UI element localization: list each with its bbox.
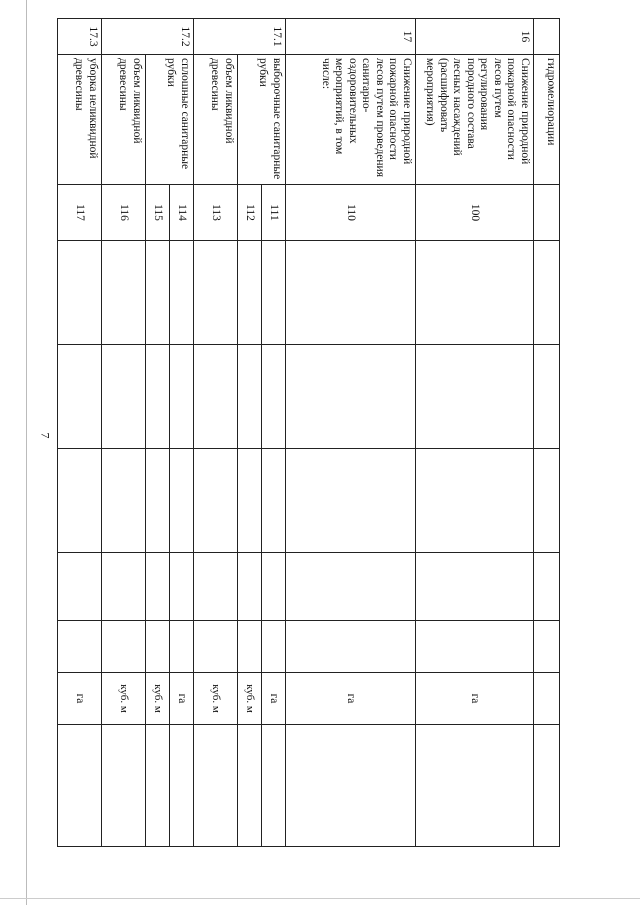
unit (534, 673, 560, 725)
value-cell (238, 345, 262, 449)
measure-name: Снижение природной пожарной опасности лесов путем регулирования породного состава лесных насаждений (расшифровать мероприятия) (416, 55, 534, 185)
measure-name: Снижение природной пожарной опасности лесов путем проведения санитарно-оздоровительных мероприятий, в том числе: (286, 55, 416, 185)
value-cell (58, 725, 102, 847)
table-row (194, 19, 238, 847)
unit: га (286, 673, 416, 725)
row-code: 116 (102, 185, 146, 241)
value-cell (286, 345, 416, 449)
value-cell (534, 345, 560, 449)
value-cell (170, 621, 194, 673)
value-cell (146, 345, 170, 449)
row-code: 113 (194, 185, 238, 241)
value-cell (58, 553, 102, 621)
value-cell (194, 345, 238, 449)
row-code: 100 (416, 185, 534, 241)
unit: га (170, 673, 194, 725)
table-row (102, 19, 146, 847)
scan-edge-mark (0, 898, 640, 899)
row-code: 117 (58, 185, 102, 241)
table-row (58, 19, 102, 847)
table-row (262, 19, 286, 847)
unit: га (262, 673, 286, 725)
row-number: 17.2 (102, 19, 194, 55)
value-cell (194, 241, 238, 345)
value-cell (146, 553, 170, 621)
value-cell (238, 621, 262, 673)
value-cell (262, 241, 286, 345)
table-row (416, 19, 534, 847)
value-cell (102, 725, 146, 847)
value-cell (238, 241, 262, 345)
unit: куб. м (146, 673, 170, 725)
value-cell (170, 725, 194, 847)
value-cell (102, 449, 146, 553)
table-row (534, 19, 560, 847)
value-cell (146, 449, 170, 553)
value-cell (534, 553, 560, 621)
table-body (58, 19, 560, 847)
value-cell (416, 345, 534, 449)
measure-name: выборочные санитарные рубки (238, 55, 286, 185)
value-cell (146, 241, 170, 345)
value-cell (534, 621, 560, 673)
value-cell (146, 621, 170, 673)
value-cell (194, 621, 238, 673)
value-cell (170, 345, 194, 449)
measure-name: объем ликвидной древесины (102, 55, 146, 185)
value-cell (416, 553, 534, 621)
value-cell (194, 449, 238, 553)
row-code: 111 (262, 185, 286, 241)
page-number: 7 (38, 432, 53, 439)
rotated-table-wrapper (58, 18, 560, 846)
value-cell (102, 621, 146, 673)
value-cell (102, 553, 146, 621)
row-code: 110 (286, 185, 416, 241)
value-cell (170, 241, 194, 345)
measure-name: сплошные санитарные рубки (146, 55, 194, 185)
table-row (286, 19, 416, 847)
value-cell (262, 449, 286, 553)
value-cell (58, 345, 102, 449)
table-row (170, 19, 194, 847)
row-number: 17.1 (194, 19, 286, 55)
value-cell (262, 345, 286, 449)
value-cell (416, 621, 534, 673)
value-cell (262, 621, 286, 673)
value-cell (238, 449, 262, 553)
value-cell (58, 621, 102, 673)
measure-name: гидромелиорации (534, 55, 560, 185)
row-code (534, 185, 560, 241)
row-code: 115 (146, 185, 170, 241)
value-cell (238, 725, 262, 847)
row-number: 17 (286, 19, 416, 55)
value-cell (170, 553, 194, 621)
value-cell (286, 725, 416, 847)
row-number: 16 (416, 19, 534, 55)
value-cell (416, 449, 534, 553)
row-code: 114 (170, 185, 194, 241)
unit: куб. м (194, 673, 238, 725)
value-cell (534, 449, 560, 553)
scan-edge-mark (26, 0, 27, 905)
value-cell (262, 725, 286, 847)
measure-name: объем ликвидной древесины (194, 55, 238, 185)
row-number: 17.3 (58, 19, 102, 55)
value-cell (102, 345, 146, 449)
value-cell (286, 449, 416, 553)
value-cell (262, 553, 286, 621)
value-cell (286, 553, 416, 621)
value-cell (194, 553, 238, 621)
value-cell (102, 241, 146, 345)
unit: га (416, 673, 534, 725)
row-number (534, 19, 560, 55)
value-cell (416, 725, 534, 847)
value-cell (58, 241, 102, 345)
value-cell (416, 241, 534, 345)
value-cell (194, 725, 238, 847)
unit: куб. м (238, 673, 262, 725)
value-cell (286, 241, 416, 345)
value-cell (238, 553, 262, 621)
value-cell (58, 449, 102, 553)
value-cell (146, 725, 170, 847)
unit: куб. м (102, 673, 146, 725)
value-cell (534, 241, 560, 345)
value-cell (170, 449, 194, 553)
value-cell (286, 621, 416, 673)
unit: га (58, 673, 102, 725)
row-code: 112 (238, 185, 262, 241)
forest-fire-measures-table (57, 18, 560, 847)
measure-name: уборка неликвидной древесины (58, 55, 102, 185)
value-cell (534, 725, 560, 847)
